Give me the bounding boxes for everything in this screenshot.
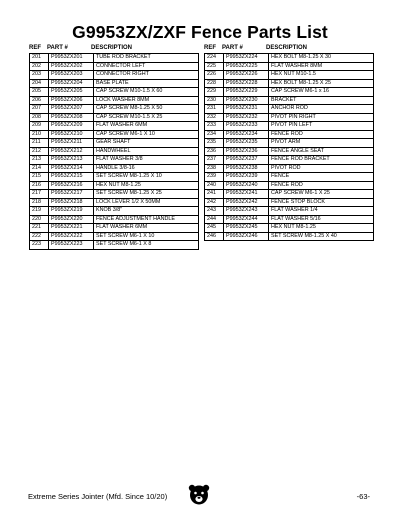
ref-cell: 220	[30, 215, 49, 224]
table-row	[30, 122, 199, 131]
ref-cell: 233	[205, 122, 224, 131]
part-number-cell: P9953ZX208	[49, 113, 94, 122]
table-row	[30, 130, 199, 139]
table-row	[30, 139, 199, 148]
table-row	[205, 173, 374, 182]
table-row	[205, 215, 374, 224]
table-row	[30, 71, 199, 80]
description-cell: SET SCREW M8-1.25 X 40	[269, 232, 374, 241]
description-cell: SET SCREW M6-1 X 10	[94, 232, 199, 241]
table-header	[204, 44, 374, 53]
table-row	[30, 215, 199, 224]
ref-cell: 216	[30, 181, 49, 190]
parts-table-left	[29, 44, 199, 250]
ref-cell: 229	[205, 88, 224, 97]
part-number-cell: P9953ZX211	[49, 139, 94, 148]
part-number-cell: P9953ZX237	[224, 156, 269, 165]
description-cell: FENCE ADJUSTMENT HANDLE	[94, 215, 199, 224]
ref-cell: 241	[205, 190, 224, 199]
ref-cell: 237	[205, 156, 224, 165]
table-row	[205, 71, 374, 80]
ref-cell: 202	[30, 62, 49, 71]
description-cell: CAP SCREW M6-1 X 25	[269, 190, 374, 199]
ref-cell: 224	[205, 54, 224, 63]
description-cell: ANCHOR ROD	[269, 105, 374, 114]
part-number-cell: P9953ZX216	[49, 181, 94, 190]
description-cell: FENCE ROD	[269, 181, 374, 190]
part-number-cell: P9953ZX214	[49, 164, 94, 173]
part-number-cell: P9953ZX234	[224, 130, 269, 139]
ref-cell: 226	[205, 71, 224, 80]
part-number-cell: P9953ZX241	[224, 190, 269, 199]
part-number-cell: P9953ZX244	[224, 215, 269, 224]
table-row	[30, 190, 199, 199]
part-number-cell: P9953ZX240	[224, 181, 269, 190]
part-number-cell: P9953ZX210	[49, 130, 94, 139]
description-cell: SET SCREW M8-1.25 X 25	[94, 190, 199, 199]
part-number-cell: P9953ZX217	[49, 190, 94, 199]
description-cell: FENCE ANGLE SEAT	[269, 147, 374, 156]
description-cell: FLAT WASHER 5/16	[269, 215, 374, 224]
table-row	[30, 207, 199, 216]
part-number-cell: P9953ZX207	[49, 105, 94, 114]
footer-manual-title: Extreme Series Jointer (Mfd. Since 10/20)	[28, 492, 168, 501]
table-row	[30, 241, 199, 250]
ref-cell: 204	[30, 79, 49, 88]
ref-cell: 222	[30, 232, 49, 241]
table-row	[30, 198, 199, 207]
description-cell: HEX BOLT M8-1.25 X 25	[269, 79, 374, 88]
table-row	[205, 156, 374, 165]
table-row	[30, 147, 199, 156]
description-cell: LOCK WASHER 8MM	[94, 96, 199, 105]
part-number-cell: P9953ZX246	[224, 232, 269, 241]
part-number-cell: P9953ZX219	[49, 207, 94, 216]
table-row	[205, 147, 374, 156]
page-number: -63-	[356, 492, 370, 501]
ref-cell: 234	[205, 130, 224, 139]
ref-cell: 242	[205, 198, 224, 207]
description-cell: PIVOT PIN LEFT	[269, 122, 374, 131]
table-row	[205, 181, 374, 190]
part-number-cell: P9953ZX226	[224, 71, 269, 80]
part-number-cell: P9953ZX236	[224, 147, 269, 156]
description-cell: CAP SCREW M8-1.25 X 50	[94, 105, 199, 114]
table-row	[205, 164, 374, 173]
table-row	[205, 198, 374, 207]
description-cell: CAP SCREW M10-1.5 X 25	[94, 113, 199, 122]
table-row	[30, 113, 199, 122]
description-cell: HEX BOLT M8-1.25 X 30	[269, 54, 374, 63]
ref-cell: 211	[30, 139, 49, 148]
table-row	[205, 224, 374, 233]
part-number-cell: P9953ZX229	[224, 88, 269, 97]
ref-cell: 209	[30, 122, 49, 131]
description-cell: CAP SCREW M10-1.5 X 60	[94, 88, 199, 97]
description-cell: PIVOT ARM	[269, 139, 374, 148]
ref-cell: 228	[205, 79, 224, 88]
part-number-cell: P9953ZX212	[49, 147, 94, 156]
table-row	[205, 113, 374, 122]
part-number-cell: P9953ZX232	[224, 113, 269, 122]
table-header	[29, 44, 199, 53]
description-cell: PIVOT ROD	[269, 164, 374, 173]
ref-cell: 221	[30, 224, 49, 233]
part-number-cell: P9953ZX242	[224, 198, 269, 207]
description-cell: CONNECTOR LEFT	[94, 62, 199, 71]
part-number-cell: P9953ZX201	[49, 54, 94, 63]
description-cell: FLAT WASHER 6MM	[94, 122, 199, 131]
part-number-cell: P9953ZX239	[224, 173, 269, 182]
part-header: PART #	[47, 45, 68, 51]
part-number-cell: P9953ZX225	[224, 62, 269, 71]
table-row	[30, 232, 199, 241]
description-cell: KNOB 3/8"	[94, 207, 199, 216]
part-number-cell: P9953ZX204	[49, 79, 94, 88]
ref-cell: 206	[30, 96, 49, 105]
table-row	[205, 62, 374, 71]
part-number-cell: P9953ZX238	[224, 164, 269, 173]
part-number-cell: P9953ZX220	[49, 215, 94, 224]
description-cell: CAP SCREW M6-1 x 16	[269, 88, 374, 97]
ref-cell: 235	[205, 139, 224, 148]
description-cell: BRACKET	[269, 96, 374, 105]
description-cell: FENCE ROD BRACKET	[269, 156, 374, 165]
table-row	[205, 105, 374, 114]
ref-header: REF	[29, 45, 41, 51]
table-row	[205, 122, 374, 131]
description-cell: HANDLE 3/8-16	[94, 164, 199, 173]
description-cell: SET SCREW M8-1.25 X 10	[94, 173, 199, 182]
description-cell: CONNECTOR RIGHT	[94, 71, 199, 80]
table-row	[30, 173, 199, 182]
table-row	[30, 156, 199, 165]
table-row	[30, 88, 199, 97]
part-number-cell: P9953ZX231	[224, 105, 269, 114]
description-cell: PIVOT PIN RIGHT	[269, 113, 374, 122]
ref-cell: 217	[30, 190, 49, 199]
table-row	[30, 105, 199, 114]
ref-cell: 243	[205, 207, 224, 216]
part-number-cell: P9953ZX209	[49, 122, 94, 131]
description-cell: HEX NUT M8-1.25	[94, 181, 199, 190]
part-number-cell: P9953ZX203	[49, 71, 94, 80]
description-cell: HEX NUT M8-1.25	[269, 224, 374, 233]
table-row	[30, 62, 199, 71]
ref-cell: 212	[30, 147, 49, 156]
table-row	[30, 54, 199, 63]
table-row	[205, 54, 374, 63]
table-row	[205, 207, 374, 216]
part-number-cell: P9953ZX228	[224, 79, 269, 88]
ref-cell: 230	[205, 96, 224, 105]
ref-cell: 223	[30, 241, 49, 250]
ref-cell: 214	[30, 164, 49, 173]
table-row	[30, 96, 199, 105]
description-cell: HANDWHEEL	[94, 147, 199, 156]
part-number-cell: P9953ZX245	[224, 224, 269, 233]
part-number-cell: P9953ZX235	[224, 139, 269, 148]
description-cell: CAP SCREW M6-1 X 10	[94, 130, 199, 139]
description-cell: HEX NUT M10-1.5	[269, 71, 374, 80]
table-row	[30, 79, 199, 88]
ref-cell: 238	[205, 164, 224, 173]
description-cell: BASE PLATE	[94, 79, 199, 88]
description-cell: FLAT WASHER 3/8	[94, 156, 199, 165]
ref-cell: 210	[30, 130, 49, 139]
part-number-cell: P9953ZX222	[49, 232, 94, 241]
description-cell: FLAT WASHER 8MM	[269, 62, 374, 71]
ref-cell: 244	[205, 215, 224, 224]
grizzly-bear-logo-icon	[187, 483, 211, 505]
part-number-cell: P9953ZX233	[224, 122, 269, 131]
page-title: G9953ZX/ZXF Fence Parts List	[72, 22, 328, 42]
part-number-cell: P9953ZX205	[49, 88, 94, 97]
table-row	[205, 139, 374, 148]
part-header: PART #	[222, 45, 243, 51]
part-number-cell: P9953ZX206	[49, 96, 94, 105]
table-row	[205, 79, 374, 88]
ref-cell: 207	[30, 105, 49, 114]
table-row	[30, 224, 199, 233]
description-cell: FENCE ROD	[269, 130, 374, 139]
ref-header: REF	[204, 45, 216, 51]
description-header: DESCRIPTION	[266, 45, 308, 51]
description-cell: FENCE STOP BLOCK	[269, 198, 374, 207]
ref-cell: 231	[205, 105, 224, 114]
part-number-cell: P9953ZX213	[49, 156, 94, 165]
parts-table-right	[204, 44, 374, 241]
ref-cell: 205	[30, 88, 49, 97]
ref-cell: 240	[205, 181, 224, 190]
ref-cell: 246	[205, 232, 224, 241]
description-cell: TUBE ROD BRACKET	[94, 54, 199, 63]
part-number-cell: P9953ZX230	[224, 96, 269, 105]
description-cell: LOCK LEVER 1/2 X 50MM	[94, 198, 199, 207]
ref-cell: 201	[30, 54, 49, 63]
part-number-cell: P9953ZX218	[49, 198, 94, 207]
ref-cell: 218	[30, 198, 49, 207]
table-row	[30, 164, 199, 173]
description-cell: SET SCREW M6-1 X 8	[94, 241, 199, 250]
ref-cell: 213	[30, 156, 49, 165]
description-cell: GEAR SHAFT	[94, 139, 199, 148]
ref-cell: 245	[205, 224, 224, 233]
part-number-cell: P9953ZX221	[49, 224, 94, 233]
description-cell: FLAT WASHER 1/4	[269, 207, 374, 216]
ref-cell: 225	[205, 62, 224, 71]
ref-cell: 203	[30, 71, 49, 80]
ref-cell: 219	[30, 207, 49, 216]
ref-cell: 239	[205, 173, 224, 182]
part-number-cell: P9953ZX202	[49, 62, 94, 71]
part-number-cell: P9953ZX243	[224, 207, 269, 216]
description-header: DESCRIPTION	[91, 45, 133, 51]
description-cell: FENCE	[269, 173, 374, 182]
table-row	[205, 232, 374, 241]
part-number-cell: P9953ZX215	[49, 173, 94, 182]
table-row	[205, 130, 374, 139]
table-row	[205, 88, 374, 97]
table-row	[205, 190, 374, 199]
part-number-cell: P9953ZX224	[224, 54, 269, 63]
table-row	[205, 96, 374, 105]
ref-cell: 215	[30, 173, 49, 182]
table-row	[30, 181, 199, 190]
ref-cell: 232	[205, 113, 224, 122]
ref-cell: 208	[30, 113, 49, 122]
ref-cell: 236	[205, 147, 224, 156]
part-number-cell: P9953ZX223	[49, 241, 94, 250]
description-cell: FLAT WASHER 6MM	[94, 224, 199, 233]
